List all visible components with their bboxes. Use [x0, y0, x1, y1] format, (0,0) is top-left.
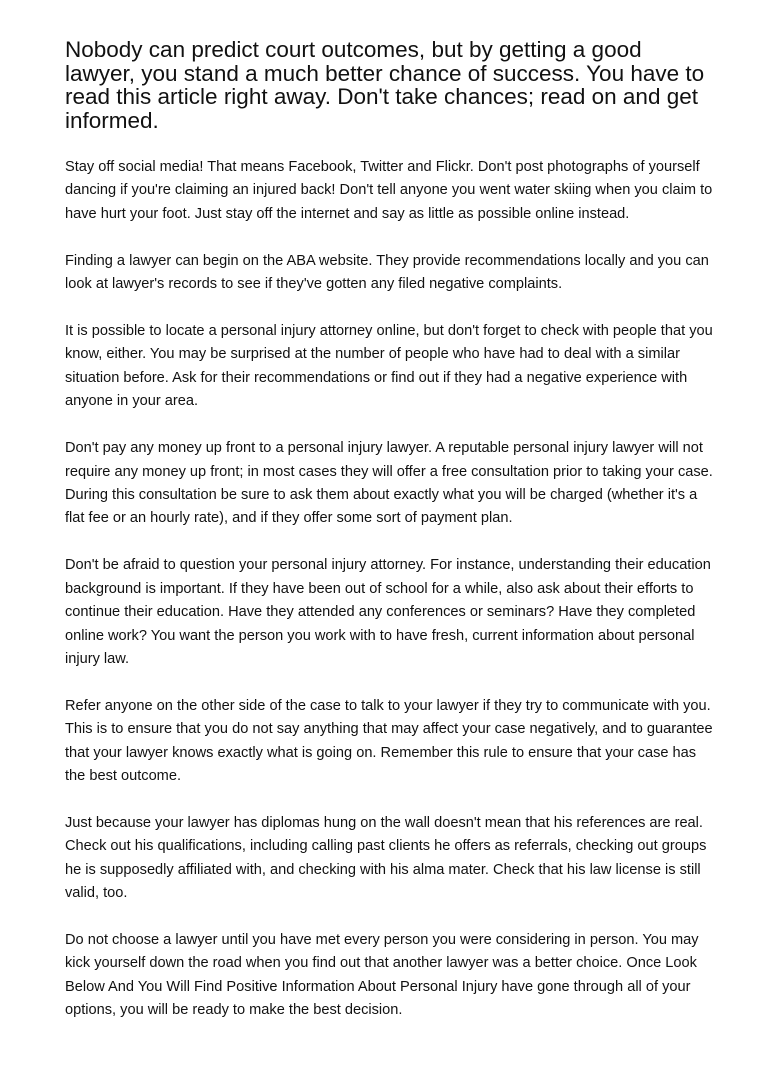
paragraph-social-media: Stay off social media! That means Facebook, Twitter and Flickr. Don't post photographs of yourself dancing if you're claiming an injured back! Don't tell anyone you went water skiing when you claim to have hurt your foot. Just stay off the internet and say as little as possible online instead. — [65, 159, 713, 222]
document-page — [65, 38, 715, 1046]
paragraph-choose-lawyer: Do not choose a lawyer until you have met every person you were considering in person. You may kick yourself down the road when you find out that another lawyer was a better choice. Once Look Below And You Will Find Positive Information About Personal Injury have gone through all of your options, you will be ready to make the best decision. — [65, 932, 699, 1019]
paragraph-locate-attorney: It is possible to locate a personal injury attorney online, but don't forget to check with people that you know, either. You may be surprised at the number of people who have had to deal with a similar situation before. Ask for their recommendations or find out if they had a negative experience with anyone in your area. — [65, 323, 713, 410]
paragraph-question-attorney: Don't be afraid to question your personal injury attorney. For instance, understanding their education background is important. If they have been out of school for a while, also ask about their efforts to continue their education. Have they attended any conferences or seminars? Have they completed online work? You want the person you work with to have fresh, current information about personal injury law. — [65, 557, 711, 667]
document-title: Nobody can predict court outcomes, but by getting a good lawyer, you stand a much better chance of success. You have to read this article right away. Don't take chances; read on and get informed. — [65, 37, 705, 133]
paragraph-check-references: Just because your lawyer has diplomas hung on the wall doesn't mean that his references are real. Check out his qualifications, including calling past clients he offers as referrals, checking out groups he is supposedly affiliated with, and checking with his alma mater. Check that his law license is still valid, too. — [65, 814, 707, 902]
paragraph-money-up-front: Don't pay any money up front to a personal injury lawyer. A reputable personal injury lawyer will not require any money up front; in most cases they will offer a free consultation prior to taking your case. During this consultation be sure to ask them about exactly what you will be charged (whether it's a flat fee or an hourly rate), and if they offer some sort of payment plan. — [65, 440, 713, 527]
paragraph-refer-other-side: Refer anyone on the other side of the case to talk to your lawyer if they try to communicate with you. This is to ensure that you do not say anything that may affect your case negatively, and to guarantee that your lawyer knows exactly what is going on. Remember this rule to ensure that your case has the best outcome. — [65, 697, 713, 785]
paragraph-aba-website: Finding a lawyer can begin on the ABA website. They provide recommendations locally and you can look at lawyer's records to see if they've gotten any filed negative complaints. — [65, 252, 709, 293]
